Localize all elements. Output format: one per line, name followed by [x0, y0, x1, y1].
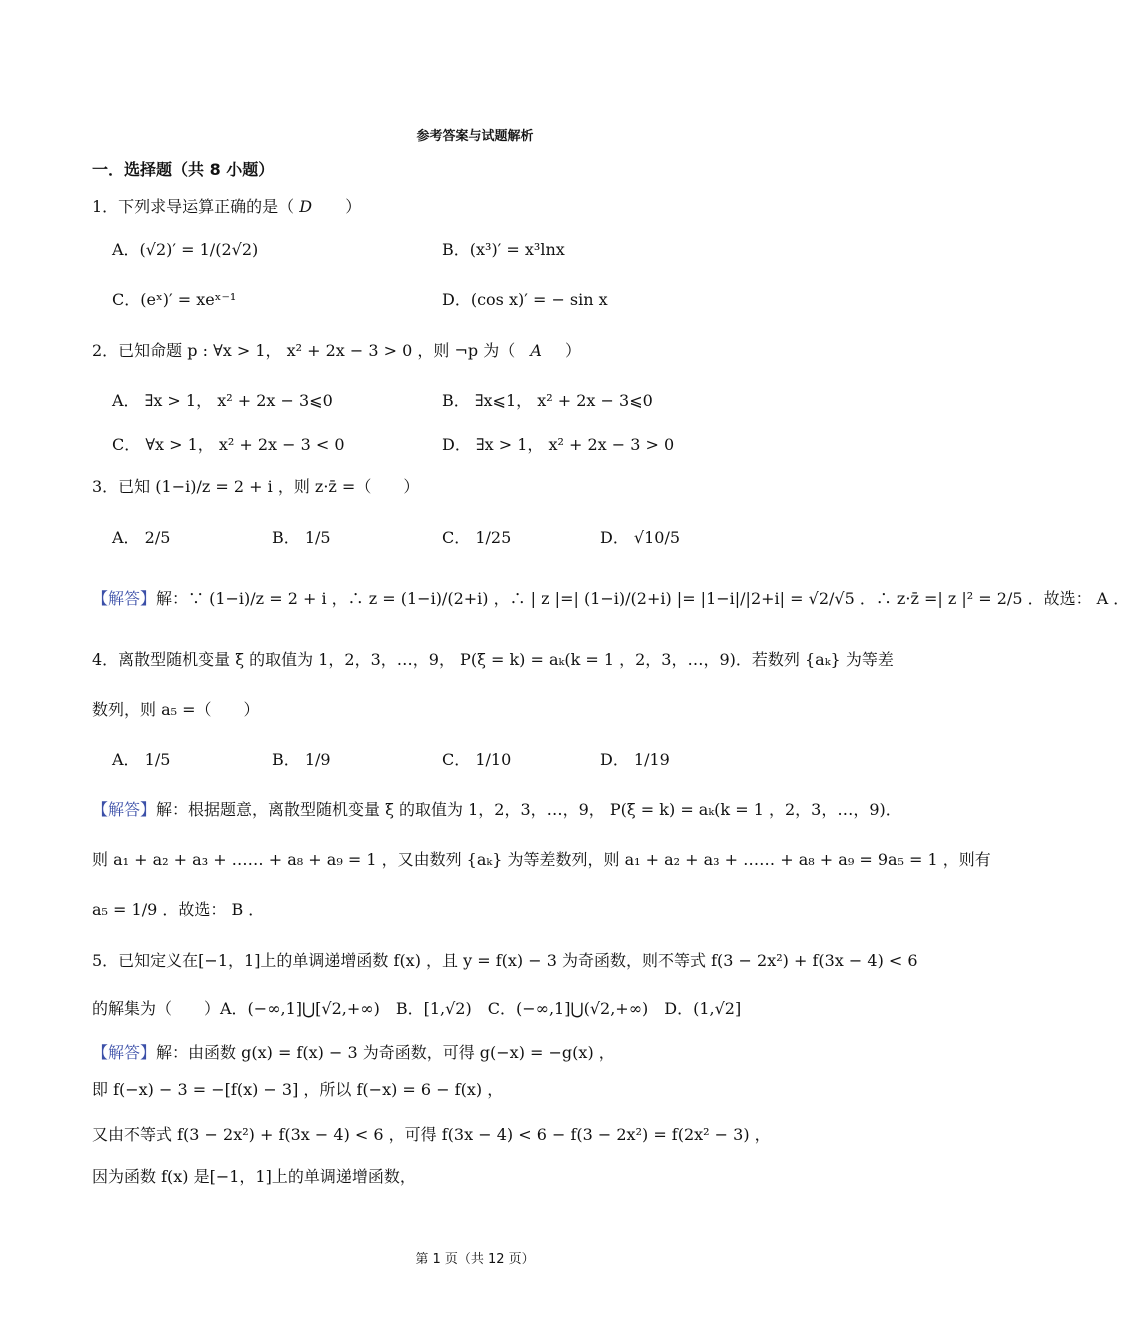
- q5-solution-line3: 又由不等式 f(3 − 2x²) + f(3x − 4) < 6 ，可得 f(3x − 4) < 6 − f(3 − 2x²) = f(2x² − 3) ，: [92, 1125, 771, 1144]
- q4-option-d: D． 1/19: [600, 750, 670, 769]
- q1-option-d: D．(cos x)′ = − sin x: [442, 290, 608, 309]
- q3-solution: [92, 589, 1129, 609]
- q5-solution-tag: 【解答】: [92, 1043, 157, 1062]
- q4-solution-line1: [92, 800, 902, 820]
- q1-option-c: C．(eˣ)′ = xeˣ⁻¹: [112, 290, 237, 309]
- q2-option-b: B． ∃x⩽1， x² + 2x − 3⩽0: [442, 391, 653, 410]
- q4-solution-text1: 解：根据题意，离散型随机变量 ξ 的取值为 1，2，3，…，9， P(ξ = k) = aₖ(k = 1 ，2，3，…，9)．: [156, 800, 902, 819]
- question-2-stem: [92, 341, 581, 361]
- q5-solution-line4: 因为函数 f(x) 是[−1，1]上的单调递增函数，: [92, 1167, 416, 1186]
- q3-solution-tag: 【解答】: [92, 589, 157, 608]
- q2-option-d: D． ∃x > 1， x² + 2x − 3 > 0: [442, 435, 675, 454]
- question-4-stem-line2: 数列，则 a₅ =（ ）: [92, 700, 260, 719]
- q3-option-d: D． √10/5: [600, 528, 681, 547]
- q4-option-c: C． 1/10: [442, 750, 512, 769]
- q3-option-a: A． 2/5: [112, 528, 171, 547]
- q5-solution-line2: 即 f(−x) − 3 = −[f(x) − 3] ，所以 f(−x) = 6 − f(x) ，: [92, 1080, 504, 1099]
- page-footer: 第 1 页（共 12 页）: [415, 1252, 535, 1267]
- q5-solution-text1: 解：由函数 g(x) = f(x) − 3 为奇函数，可得 g(−x) = −g(x) ，: [156, 1043, 615, 1062]
- q2-answer: A: [530, 341, 542, 360]
- q1-close: ）: [345, 197, 362, 216]
- q4-solution-tag: 【解答】: [92, 800, 157, 819]
- q1-answer: D: [299, 197, 313, 216]
- question-4-stem-line1: 4．离散型随机变量 ξ 的取值为 1，2，3，…，9， P(ξ = k) = aₖ(k = 1 ，2，3，…，9)．若数列 {aₖ} 为等差: [92, 650, 894, 669]
- page-title: 参考答案与试题解析: [416, 129, 534, 144]
- q4-option-a: A． 1/5: [112, 750, 171, 769]
- q5-solution-line1: [92, 1043, 615, 1063]
- q3-option-c: C． 1/25: [442, 528, 512, 547]
- q1-option-b: B．(x³)′ = x³lnx: [442, 240, 565, 259]
- q1-stem-text: 1．下列求导运算正确的是（: [92, 197, 295, 216]
- question-5-stem-line2: 的解集为（ ）A．(−∞,1]⋃[√2,+∞) B．[1,√2) C．(−∞,1]⋃(√2,+∞) D．(1,√2]: [92, 999, 742, 1018]
- question-3-stem: 3．已知 (1−i)/z = 2 + i ，则 z·z̄ =（ ）: [92, 477, 420, 496]
- q2-option-a: A． ∃x > 1， x² + 2x − 3⩽0: [112, 391, 333, 410]
- q2-stem-text: 2．已知命题 p : ∀x > 1， x² + 2x − 3 > 0 ，则 ¬p 为（: [92, 341, 516, 360]
- question-5-stem-line1: 5．已知定义在[−1，1]上的单调递增函数 f(x) ，且 y = f(x) − 3 为奇函数，则不等式 f(3 − 2x²) + f(3x − 4) < 6: [92, 951, 918, 970]
- q3-solution-text: 解：∵ (1−i)/z = 2 + i ，∴ z = (1−i)/(2+i) ，∴ | z |=| (1−i)/(2+i) |= |1−i|/|2+i| = √2/√5 ．∴ z·z̄ =| z |² = 2/5 ．故选： A ．: [156, 589, 1129, 608]
- q1-option-a: A．(√2)′ = 1/(2√2): [112, 240, 259, 259]
- q4-option-b: B． 1/9: [272, 750, 331, 769]
- q2-option-c: C． ∀x > 1， x² + 2x − 3 < 0: [112, 435, 345, 454]
- q3-option-b: B． 1/5: [272, 528, 331, 547]
- section-heading: 一．选择题（共 8 小题）: [92, 160, 275, 179]
- question-1-stem: [92, 197, 361, 217]
- q4-solution-line3: a₅ = 1/9 ．故选： B ．: [92, 900, 265, 919]
- q4-solution-line2: 则 a₁ + a₂ + a₃ + …… + a₈ + a₉ = 1 ，又由数列 {aₖ} 为等差数列，则 a₁ + a₂ + a₃ + …… + a₈ + a₉ = 9a₅ = 1 ，则有: [92, 850, 991, 869]
- q2-close: ）: [565, 341, 582, 360]
